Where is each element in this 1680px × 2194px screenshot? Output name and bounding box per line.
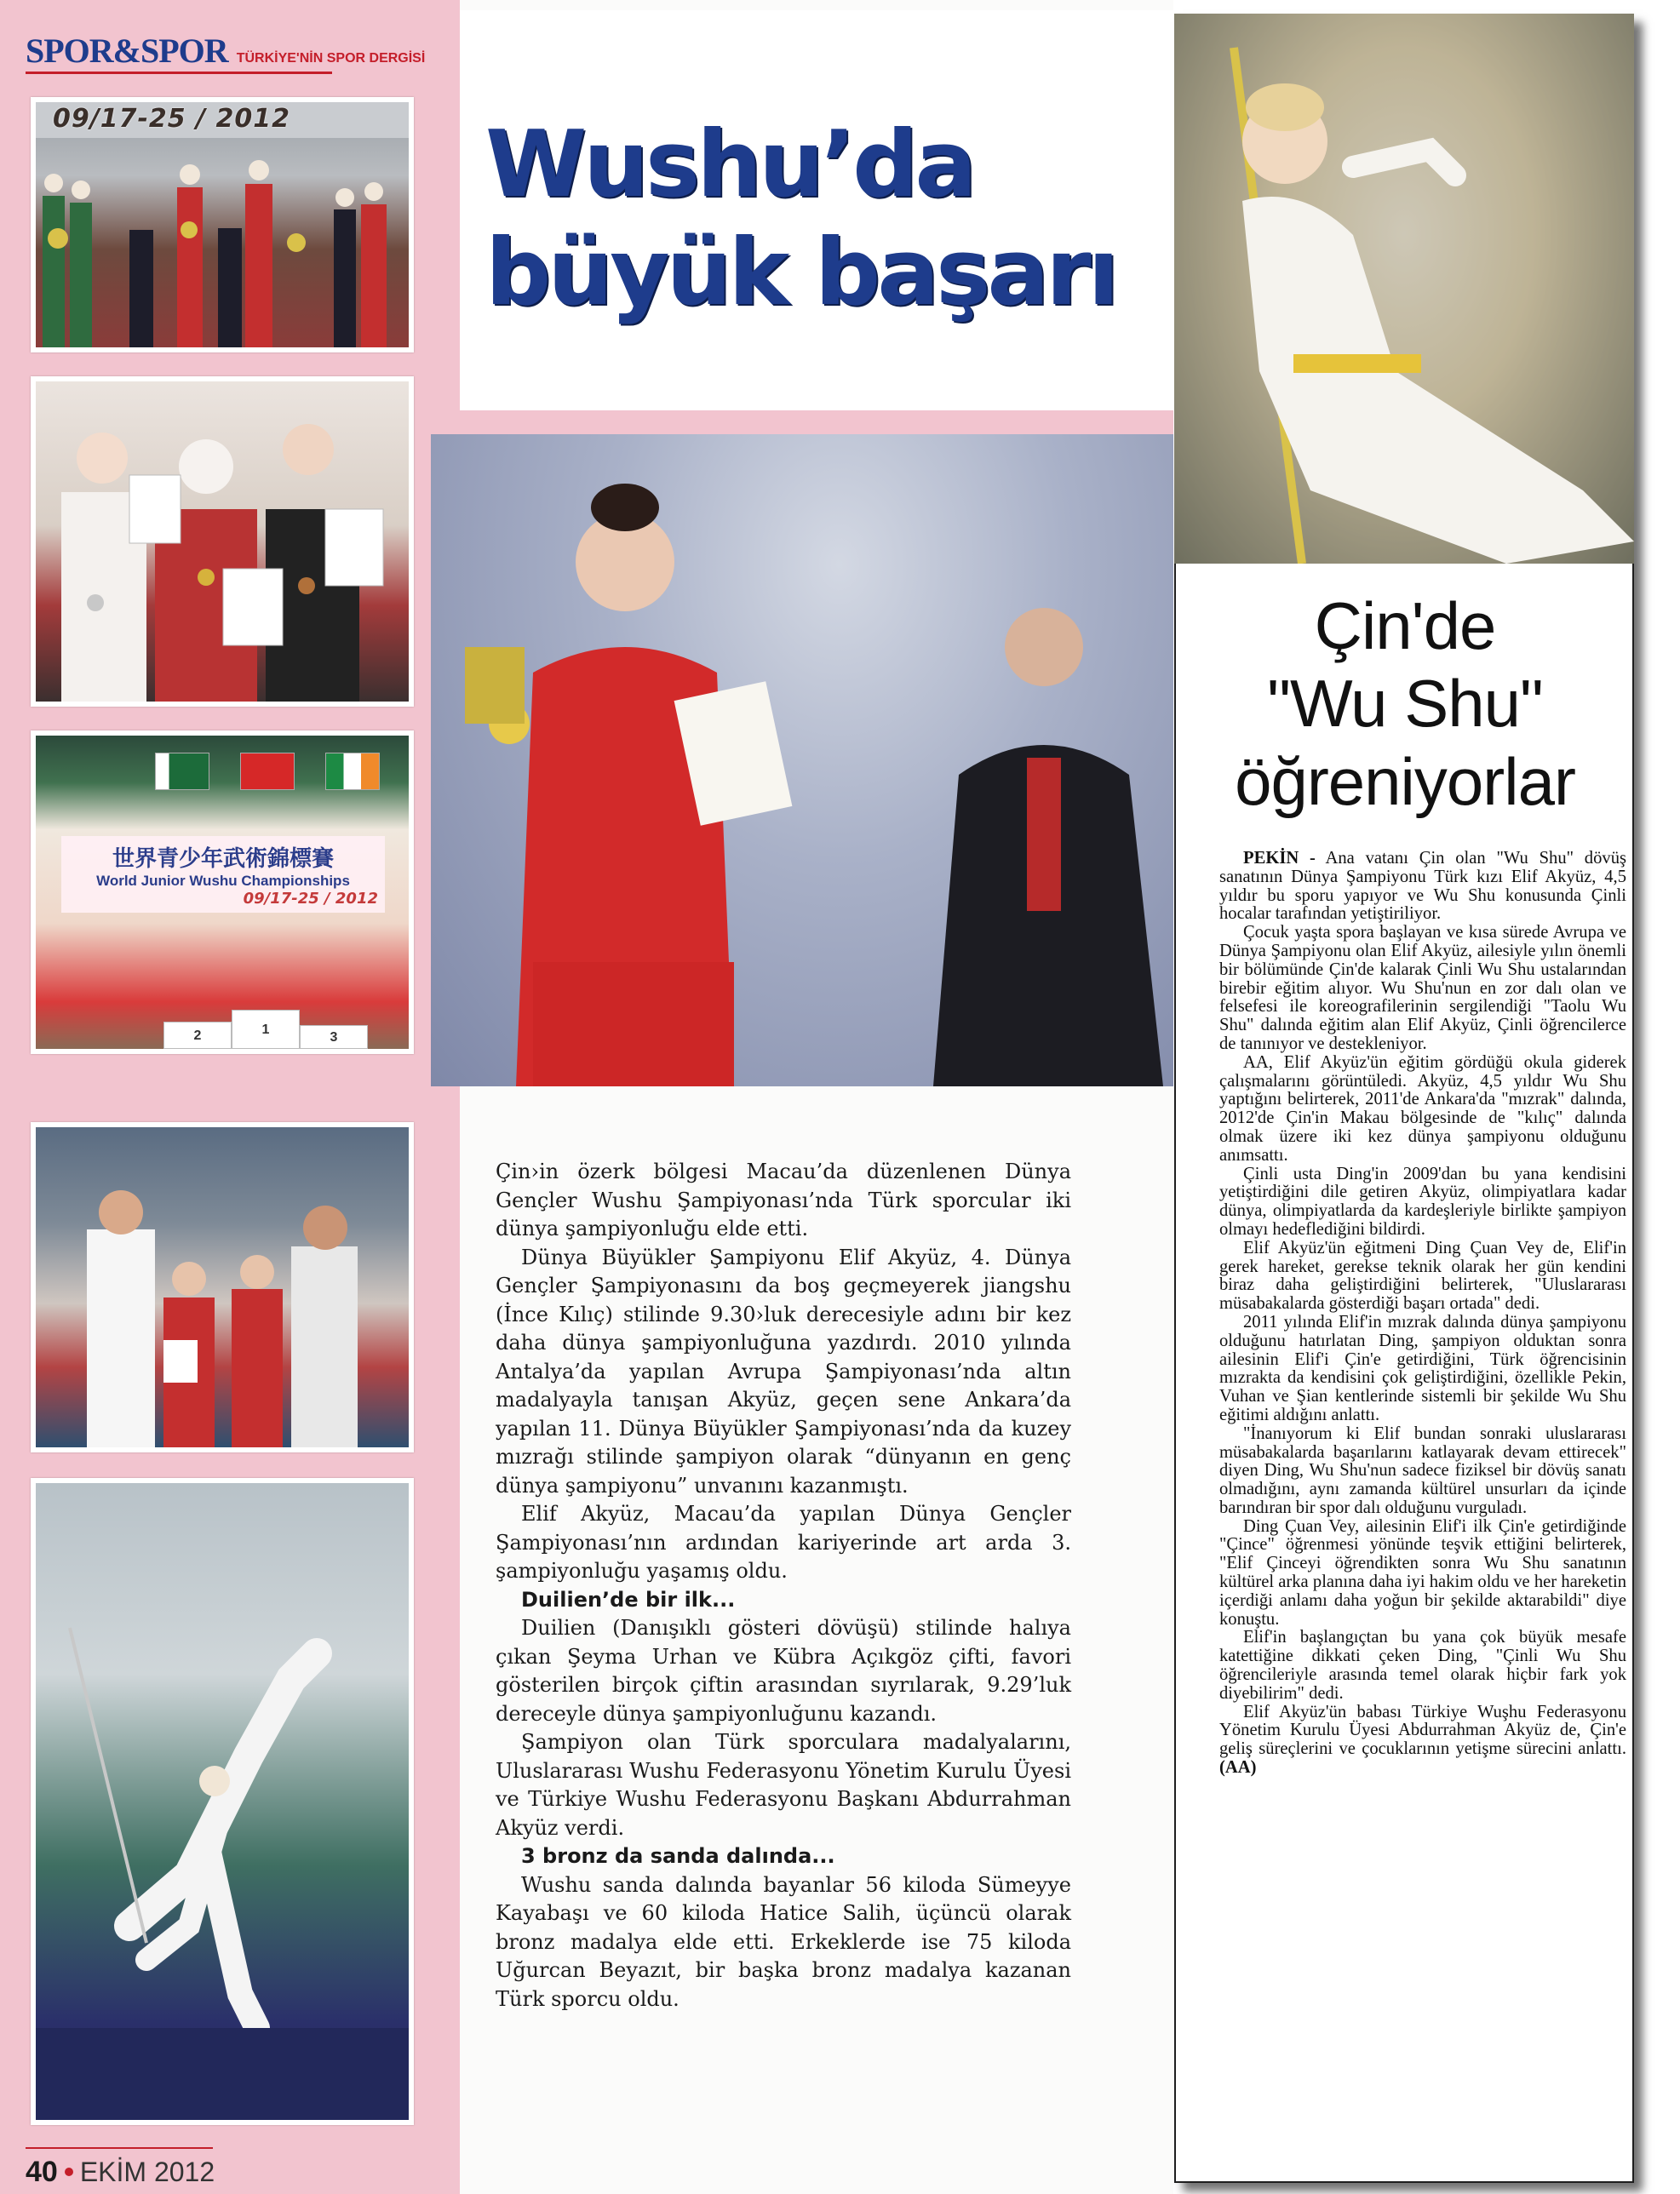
turkey-flag-icon xyxy=(240,753,295,790)
magazine-brand: SPOR&SPOR xyxy=(26,32,228,70)
clipping-paragraph: 2011 yılında Elif'in mızrak dalında dünya şampiyonu olduğunu hatırlatan Ding, şampiyon olduktan sonra ailesinin Elif'i Çin'e getirdiğini, Türk öğrencisinin mızrakta da kendisini çok geliştirdiğini, özellikle Pekin, Vuhan ve Şian kentlerinde sistemli bir şekilde Wu Shu eğitimi aldığını anlattı. xyxy=(1219,1312,1626,1424)
clipping-paragraph: Ding Çuan Vey, ailesinin Elif'i ilk Çin'e getirdiğinde "Çince" öğrenmesi yönünde teşvik ettiğini belirterek, "Elif Çinceyi öğrendikten sonra Wu Shu sanatının kültürel arka planına daha iyi hakim oldu ve her hareketin içerdiği anlamı daha yoğun bir şekilde aktarabildi" diye konuştu. xyxy=(1219,1516,1626,1629)
footer-rule xyxy=(26,2147,213,2149)
clipping-title-line-2: "Wu Shu" xyxy=(1267,666,1543,742)
article-headline xyxy=(485,111,1158,328)
article-paragraph: Wushu sanda dalında bayanlar 56 kiloda Sümeyye Kayabaşı ve 60 kiloda Hatice Salih, üçüncü olarak bronz madalya elde etti. Erkeklerde ise 75 kiloda Uğurcan Beyazıt, bir başka bronz madalya kazanan Türk sporcu oldu. xyxy=(496,1872,1071,2011)
podium-third: 3 xyxy=(300,1025,368,1049)
issue-date: EKİM 2012 xyxy=(79,2157,215,2187)
medal-winners-image xyxy=(36,381,409,702)
clipping-paragraph: AA, Elif Akyüz'ün eğitim gördüğü okula giderek çalışmalarını görüntüledi. Akyüz, 4,5 yıldır Wu Shu yaptığını belirterek, 2011'de Ankara'da "mızrak" dalında, 2012'de Çin'in Makau bölgesinde de "kılıç" dalında olmak üzere iki kez dünya şampiyonu olduğunu anımsattı. xyxy=(1219,1052,1626,1165)
article-body xyxy=(496,1158,1071,2014)
pakistan-flag-icon xyxy=(155,753,209,790)
banner-date: 09/17-25 / 2012 xyxy=(243,890,378,908)
clipping-source: (AA) xyxy=(1219,1758,1257,1778)
clipping-paragraph: Çinli usta Ding'in 2009'dan bu yana kendisini yetiştirdiğini dile getiren Akyüz, olimpiyatlara kadar dünya, olimpiyatlarda da kardeşleriyle birlikte şampiyon olmayı hedeflediğini bildirdi. xyxy=(1219,1164,1626,1239)
photo-spear-pose xyxy=(1174,14,1634,564)
clipping-dateline: PEKİN - xyxy=(1243,849,1316,868)
headline-line-1: Wushu’da xyxy=(485,112,974,218)
clipping-closing: Elif Akyüz'ün babası Türkiye Wuşhu Federasyonu Yönetim Kurulu Üyesi Abdurrahman Akyüz de, Çin'e geliş süreçlerini ve çocuklarının yetişme sürecini anlattı. xyxy=(1219,1702,1626,1759)
bullet-icon xyxy=(65,2168,73,2176)
photo-championship-podium xyxy=(31,730,414,1054)
podium-first: 1 xyxy=(232,1010,300,1049)
photo-wushu-performance xyxy=(31,1478,414,2125)
podium-second: 2 xyxy=(163,1022,232,1049)
photo-award-ceremony xyxy=(31,97,414,352)
photo-team-coaches xyxy=(31,1122,414,1452)
clipping-paragraph: Elif Akyüz'ün eğitmeni Ding Çuan Vey de, Elif'in gerek hareket, gerekse teknik olarak her gün kendini biraz daha geliştirdiğini belirterek, "Uluslararası müsabakalarda gösterdiği başarı ortada" dedi. xyxy=(1219,1238,1626,1314)
article-paragraph: Şampiyon olan Türk sporculara madalyalarını, Uluslararası Wushu Federasyonu Yönetim Kurulu Üyesi ve Türkiye Wushu Federasyonu Başkanı Abdurrahman Akyüz verdi. xyxy=(496,1730,1071,1840)
clipping-lead: Ana vatanı Çin olan "Wu Shu" dövüş sanatının Dünya Şampiyonu Türk kızı Elif Akyüz, 4,5 yıldır bu sporu yapıyor ve Wu Shu konusunda Çinli hocalar tarafından yetiştiriliyor. xyxy=(1219,849,1627,924)
clipping-title-line-3: öğreniyorlar xyxy=(1235,743,1575,819)
clipping-paragraph: "İnanıyorum ki Elif bundan sonraki uluslararası müsabakalarda başarılarını katlayarak devam ettirecek" diyen Ding, Wu Shu'nun sadece fiziksel bir dövüş sanatı olmadığını, aynı zamanda kültürel unsurları da içinde barındıran bir spor dalı olduğunu vurguladı. xyxy=(1219,1424,1626,1517)
banner-chinese-title: 世界青少年武術錦標賽 xyxy=(112,846,334,872)
clipping-title-line-1: Çin'de xyxy=(1314,588,1496,663)
article-paragraph: Çin›in özerk bölgesi Macau’da düzenlenen Dünya Gençler Wushu Şampiyonası’nda Türk sporcular iki dünya şampiyonluğu elde etti. xyxy=(496,1160,1071,1240)
photo-medal-winners xyxy=(31,376,414,707)
headline-line-2: büyük başarı xyxy=(485,220,1116,327)
page-footer xyxy=(26,2156,215,2189)
article-paragraph: Dünya Büyükler Şampiyonu Elif Akyüz, 4. Dünya Gençler Şampiyonasını da boş geçmeyerek jiangshu (İnce Kılıç) stilinde 9.30›luk derecesiyle adını bir kez daha dünya şampiyonluğuna yazdırdı. 2010 yılında Antalya’da yapılan Avrupa Şampiyonası’nda altın madalyayla tanışan Akyüz, geçen sene Ankara’da yapılan 11. Dünya Büyükler Şampiyonası’nda da kuzey mızrağı stilinde şampiyon olarak “dünyanın en genç dünya şampiyonu” unvanını kazanmıştı. xyxy=(496,1245,1071,1498)
championship-banner xyxy=(61,836,385,913)
article-subhead: 3 bronz da sanda dalında... xyxy=(521,1844,835,1868)
clipping-paragraph: Çocuk yaşta spora başlayan ve kısa sürede Avrupa ve Dünya Şampiyonu olan Elif Akyüz, ailesiyle yılın önemli bir bölümünde Çin'de kalarak Çinli Wu Shu ustalarından birebir eğitim alıyor. Wu Shu'nun en zor dalı olan ve felsefesi ile koreografilerinin sergilendiği "Taolu Wu Shu" dalında eğitim alan Elif Akyüz, Çinli öğrencilerce de tanınıyor ve destekleniyor. xyxy=(1219,923,1626,1053)
masthead-rule xyxy=(26,72,332,74)
team-coaches-image xyxy=(36,1127,409,1447)
champion-with-coach-image xyxy=(431,434,1173,1086)
wushu-performer-image xyxy=(36,1483,409,2120)
article-paragraph: Elif Akyüz, Macau’da yapılan Dünya Gençler Şampiyonası’nın ardından kariyerinde art arda 3. şampiyonluğu yaşamış oldu. xyxy=(496,1502,1071,1583)
clipping-lead-paragraph xyxy=(1219,850,1626,924)
spear-pose-image xyxy=(1174,14,1634,564)
date-overlay: 09/17-25 / 2012 xyxy=(53,104,290,134)
ireland-flag-icon xyxy=(325,753,380,790)
article-paragraph: Duilien (Danışıklı gösteri dövüşü) stilinde halıya çıkan Şeyma Urhan ve Kübra Açıkgöz çifti, favori gösterilen birçok çiftin arasından sıyrılarak, 9.29’luk dereceyle dünya şampiyonluğunu kazandı. xyxy=(496,1616,1071,1726)
photo-champion-with-coach xyxy=(431,434,1173,1086)
ceremony-figures-image xyxy=(36,102,409,347)
clipping-closing-paragraph xyxy=(1219,1704,1626,1778)
magazine-tagline: TÜRKİYE'NİN SPOR DERGİSİ xyxy=(236,51,426,66)
page-number: 40 xyxy=(26,2156,58,2188)
banner-english-title: World Junior Wushu Championships xyxy=(96,873,350,889)
clipping-title xyxy=(1192,587,1618,821)
pink-strip xyxy=(460,410,1173,436)
clipping-paragraph: Elif'in başlangıçtan bu yana çok büyük mesafe katettiğine dikkati çeken Ding, "Çinli Wu Shu öğrencileriyle arasında temel olarak hiçbir fark yok diyebilirim" dedi. xyxy=(1219,1628,1626,1703)
masthead xyxy=(26,31,425,71)
article-subhead: Duilien’de bir ilk... xyxy=(521,1587,736,1612)
clipping-body xyxy=(1219,850,1626,1778)
